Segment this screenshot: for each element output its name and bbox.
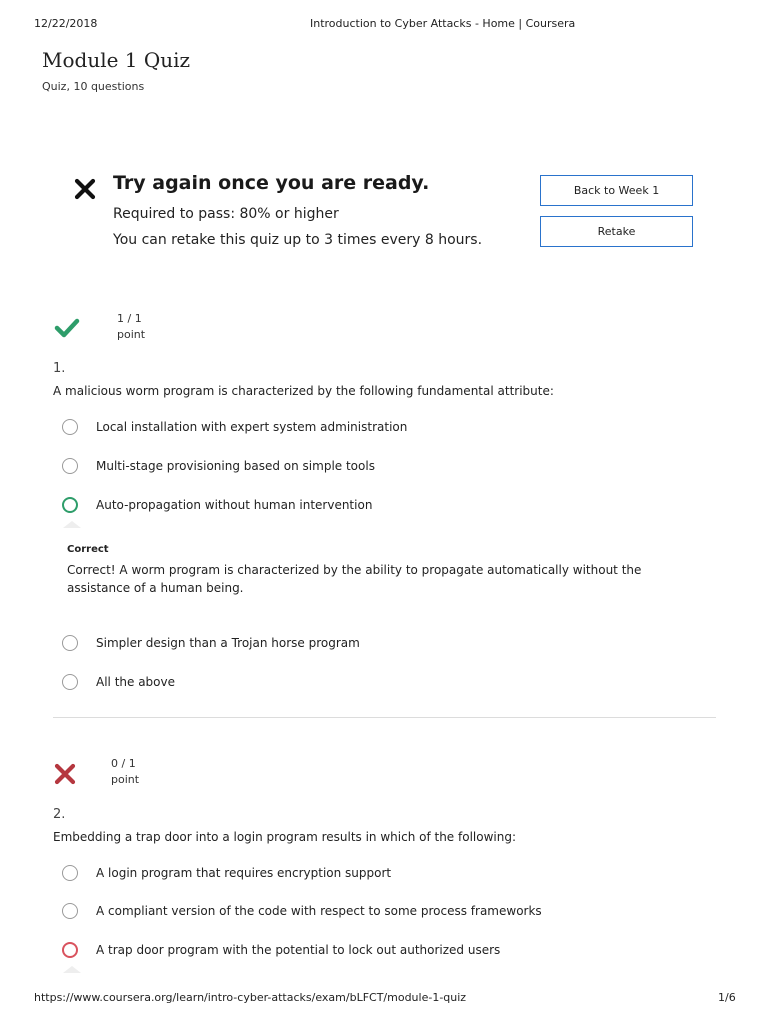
question-1-text: A malicious worm program is characterized by the following fundamental attribute: — [53, 384, 554, 398]
question-1-option-1[interactable] — [62, 416, 407, 438]
quiz-subtitle: Quiz, 10 questions — [42, 80, 145, 93]
option-label: All the above — [96, 675, 175, 689]
option-label: Local installation with expert system administration — [96, 420, 408, 434]
question-2-option-3-selected[interactable] — [62, 939, 500, 961]
back-to-week-button[interactable]: Back to Week 1 — [540, 175, 693, 206]
option-label: A trap door program with the potential to lock out authorized users — [96, 943, 501, 957]
print-url: https://www.coursera.org/learn/intro-cyber-attacks/exam/bLFCT/module-1-quiz — [34, 991, 467, 1004]
pass-requirement: Required to pass: 80% or higher — [113, 206, 339, 222]
option-label: Multi-stage provisioning based on simple tools — [96, 459, 375, 473]
question-2-option-2[interactable] — [62, 900, 542, 922]
score-point-label: point — [111, 773, 140, 786]
question-1-option-2[interactable] — [62, 455, 375, 477]
question-divider — [53, 717, 716, 718]
x-icon — [73, 177, 97, 201]
x-icon — [54, 763, 76, 785]
question-2-score — [111, 756, 139, 788]
page-title: Module 1 Quiz — [42, 48, 191, 72]
radio-button[interactable] — [62, 674, 78, 690]
question-1-score — [117, 311, 145, 343]
print-page-title: Introduction to Cyber Attacks - Home | Coursera — [310, 17, 576, 30]
feedback-caret — [63, 966, 81, 973]
radio-button[interactable] — [62, 635, 78, 651]
radio-button[interactable] — [62, 458, 78, 474]
option-label: A compliant version of the code with respect to some process frameworks — [96, 904, 542, 918]
radio-button-selected[interactable] — [62, 497, 78, 513]
radio-button-selected[interactable] — [62, 942, 78, 958]
score-point-label: point — [117, 328, 146, 341]
retake-info: You can retake this quiz up to 3 times every 8 hours. — [113, 232, 483, 248]
question-2-option-1[interactable] — [62, 862, 391, 884]
option-label: Auto-propagation without human intervention — [96, 498, 373, 512]
score-value: 1 / 1 — [117, 312, 142, 325]
retake-button[interactable]: Retake — [540, 216, 693, 247]
radio-button[interactable] — [62, 903, 78, 919]
feedback-label: Correct — [67, 544, 109, 555]
feedback-text: Correct! A worm program is characterized by the ability to propagate automatically without the assistance of a human being. — [67, 563, 642, 595]
radio-button[interactable] — [62, 865, 78, 881]
checkmark-icon — [54, 317, 80, 339]
option-label: A login program that requires encryption support — [96, 866, 392, 880]
question-1-number: 1. — [53, 361, 66, 376]
question-1-option-5[interactable] — [62, 671, 175, 693]
question-2-text: Embedding a trap door into a login program results in which of the following: — [53, 830, 516, 844]
feedback-caret — [63, 521, 81, 528]
result-title: Try again once you are ready. — [113, 172, 430, 194]
question-1-option-4[interactable] — [62, 632, 360, 654]
radio-button[interactable] — [62, 419, 78, 435]
option-label: Simpler design than a Trojan horse program — [96, 636, 360, 650]
question-1-option-3-selected[interactable] — [62, 494, 372, 516]
print-date: 12/22/2018 — [34, 17, 98, 30]
score-value: 0 / 1 — [111, 757, 136, 770]
question-2-number: 2. — [53, 807, 66, 822]
print-page-number: 1/6 — [718, 991, 736, 1004]
